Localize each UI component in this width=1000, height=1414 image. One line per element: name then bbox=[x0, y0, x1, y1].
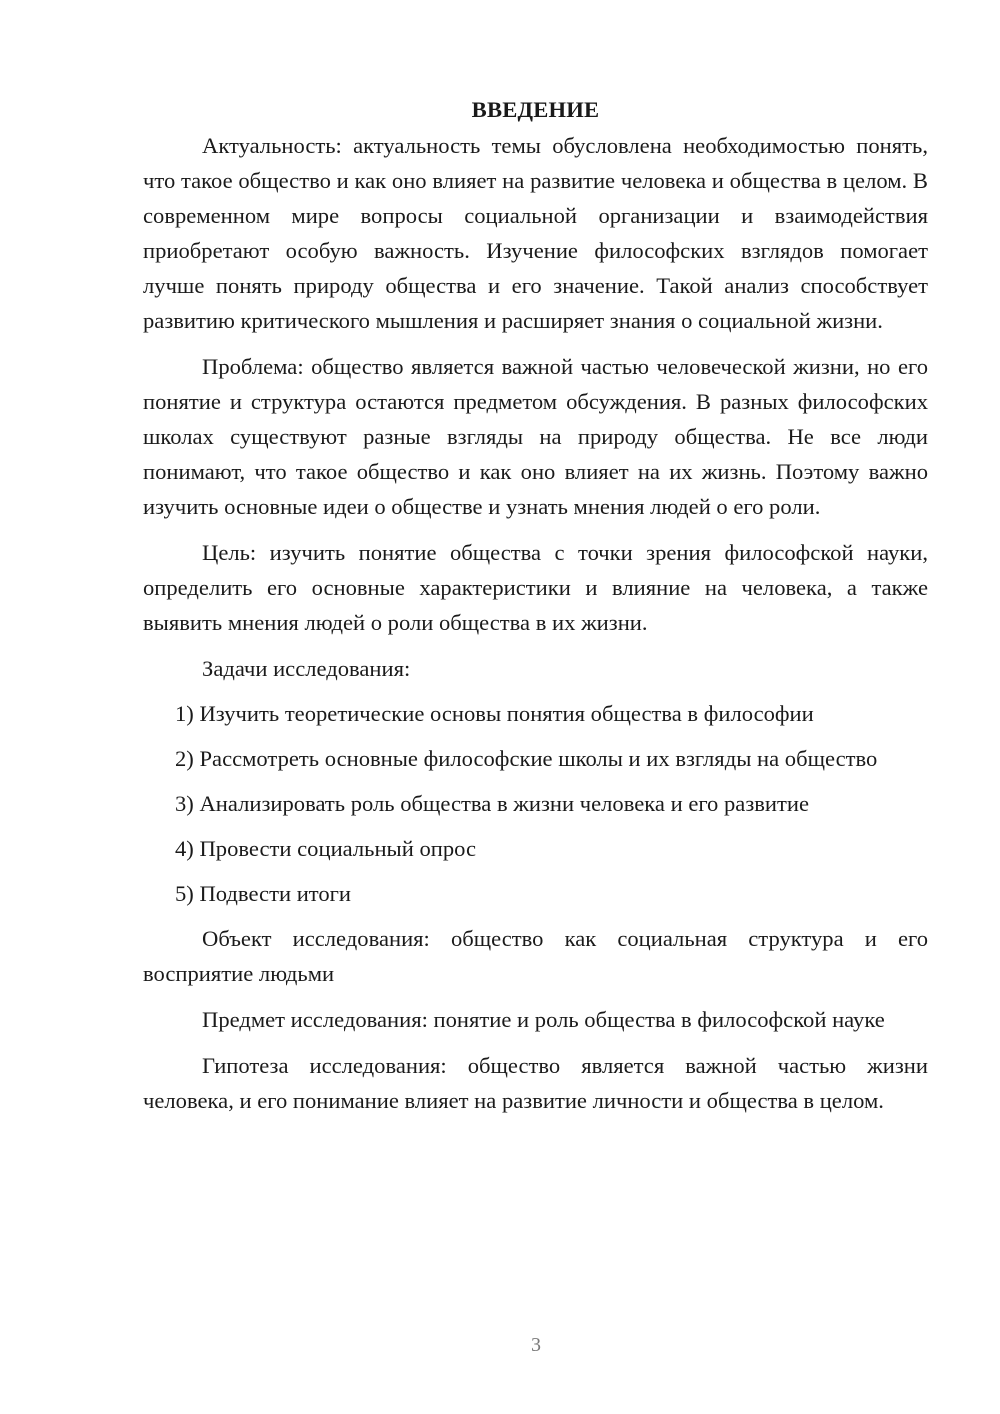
paragraph-hypothesis: Гипотеза исследования: общество является важной частью жизни человека, и его понимание влияет на развитие личности и общества в целом. bbox=[143, 1053, 928, 1113]
task-item-5: 5) Подвести итоги bbox=[175, 881, 352, 906]
paragraph-relevance: Актуальность: актуальность темы обусловлена необходимостью понять, что такое общество и как оно влияет на развитие человека и общества в целом. В современном мире вопросы социальной организации и взаимодействия приобретают особую важность. Изучение философских взглядов помогает лучше понять природу общества и его значение. Такой анализ способствует развитию критического мышления и расширяет знания о социальной жизни. bbox=[143, 133, 928, 333]
paragraph-goal: Цель: изучить понятие общества с точки зрения философской науки, определить его основные характеристики и влияние на человека, а также выявить мнения людей о роли общества в их жизни. bbox=[143, 540, 928, 635]
paragraph-problem: Проблема: общество является важной частью человеческой жизни, но его понятие и структура остаются предметом обсуждения. В разных философских школах существуют разные взгляды на природу общества. Не все люди понимают, что такое общество и как оно влияет на их жизнь. Поэтому важно изучить основные идеи о обществе и узнать мнения людей о его роли. bbox=[143, 354, 928, 519]
paragraph-subject: Предмет исследования: понятие и роль общества в философской науке bbox=[202, 1007, 885, 1032]
page-content bbox=[143, 92, 928, 1129]
tasks-heading: Задачи исследования: bbox=[202, 656, 411, 681]
paragraph-object: Объект исследования: общество как социальная структура и его восприятие людьми bbox=[143, 926, 928, 986]
task-item-2: 2) Рассмотреть основные философские школы и их взгляды на общество bbox=[175, 746, 878, 771]
task-item-1: 1) Изучить теоретические основы понятия общества в философии bbox=[175, 701, 814, 726]
page-number: 3 bbox=[531, 1334, 541, 1356]
task-item-3: 3) Анализировать роль общества в жизни человека и его развитие bbox=[175, 791, 810, 816]
page-title: ВВЕДЕНИЕ bbox=[471, 97, 600, 122]
task-item-4: 4) Провести социальный опрос bbox=[175, 836, 477, 861]
